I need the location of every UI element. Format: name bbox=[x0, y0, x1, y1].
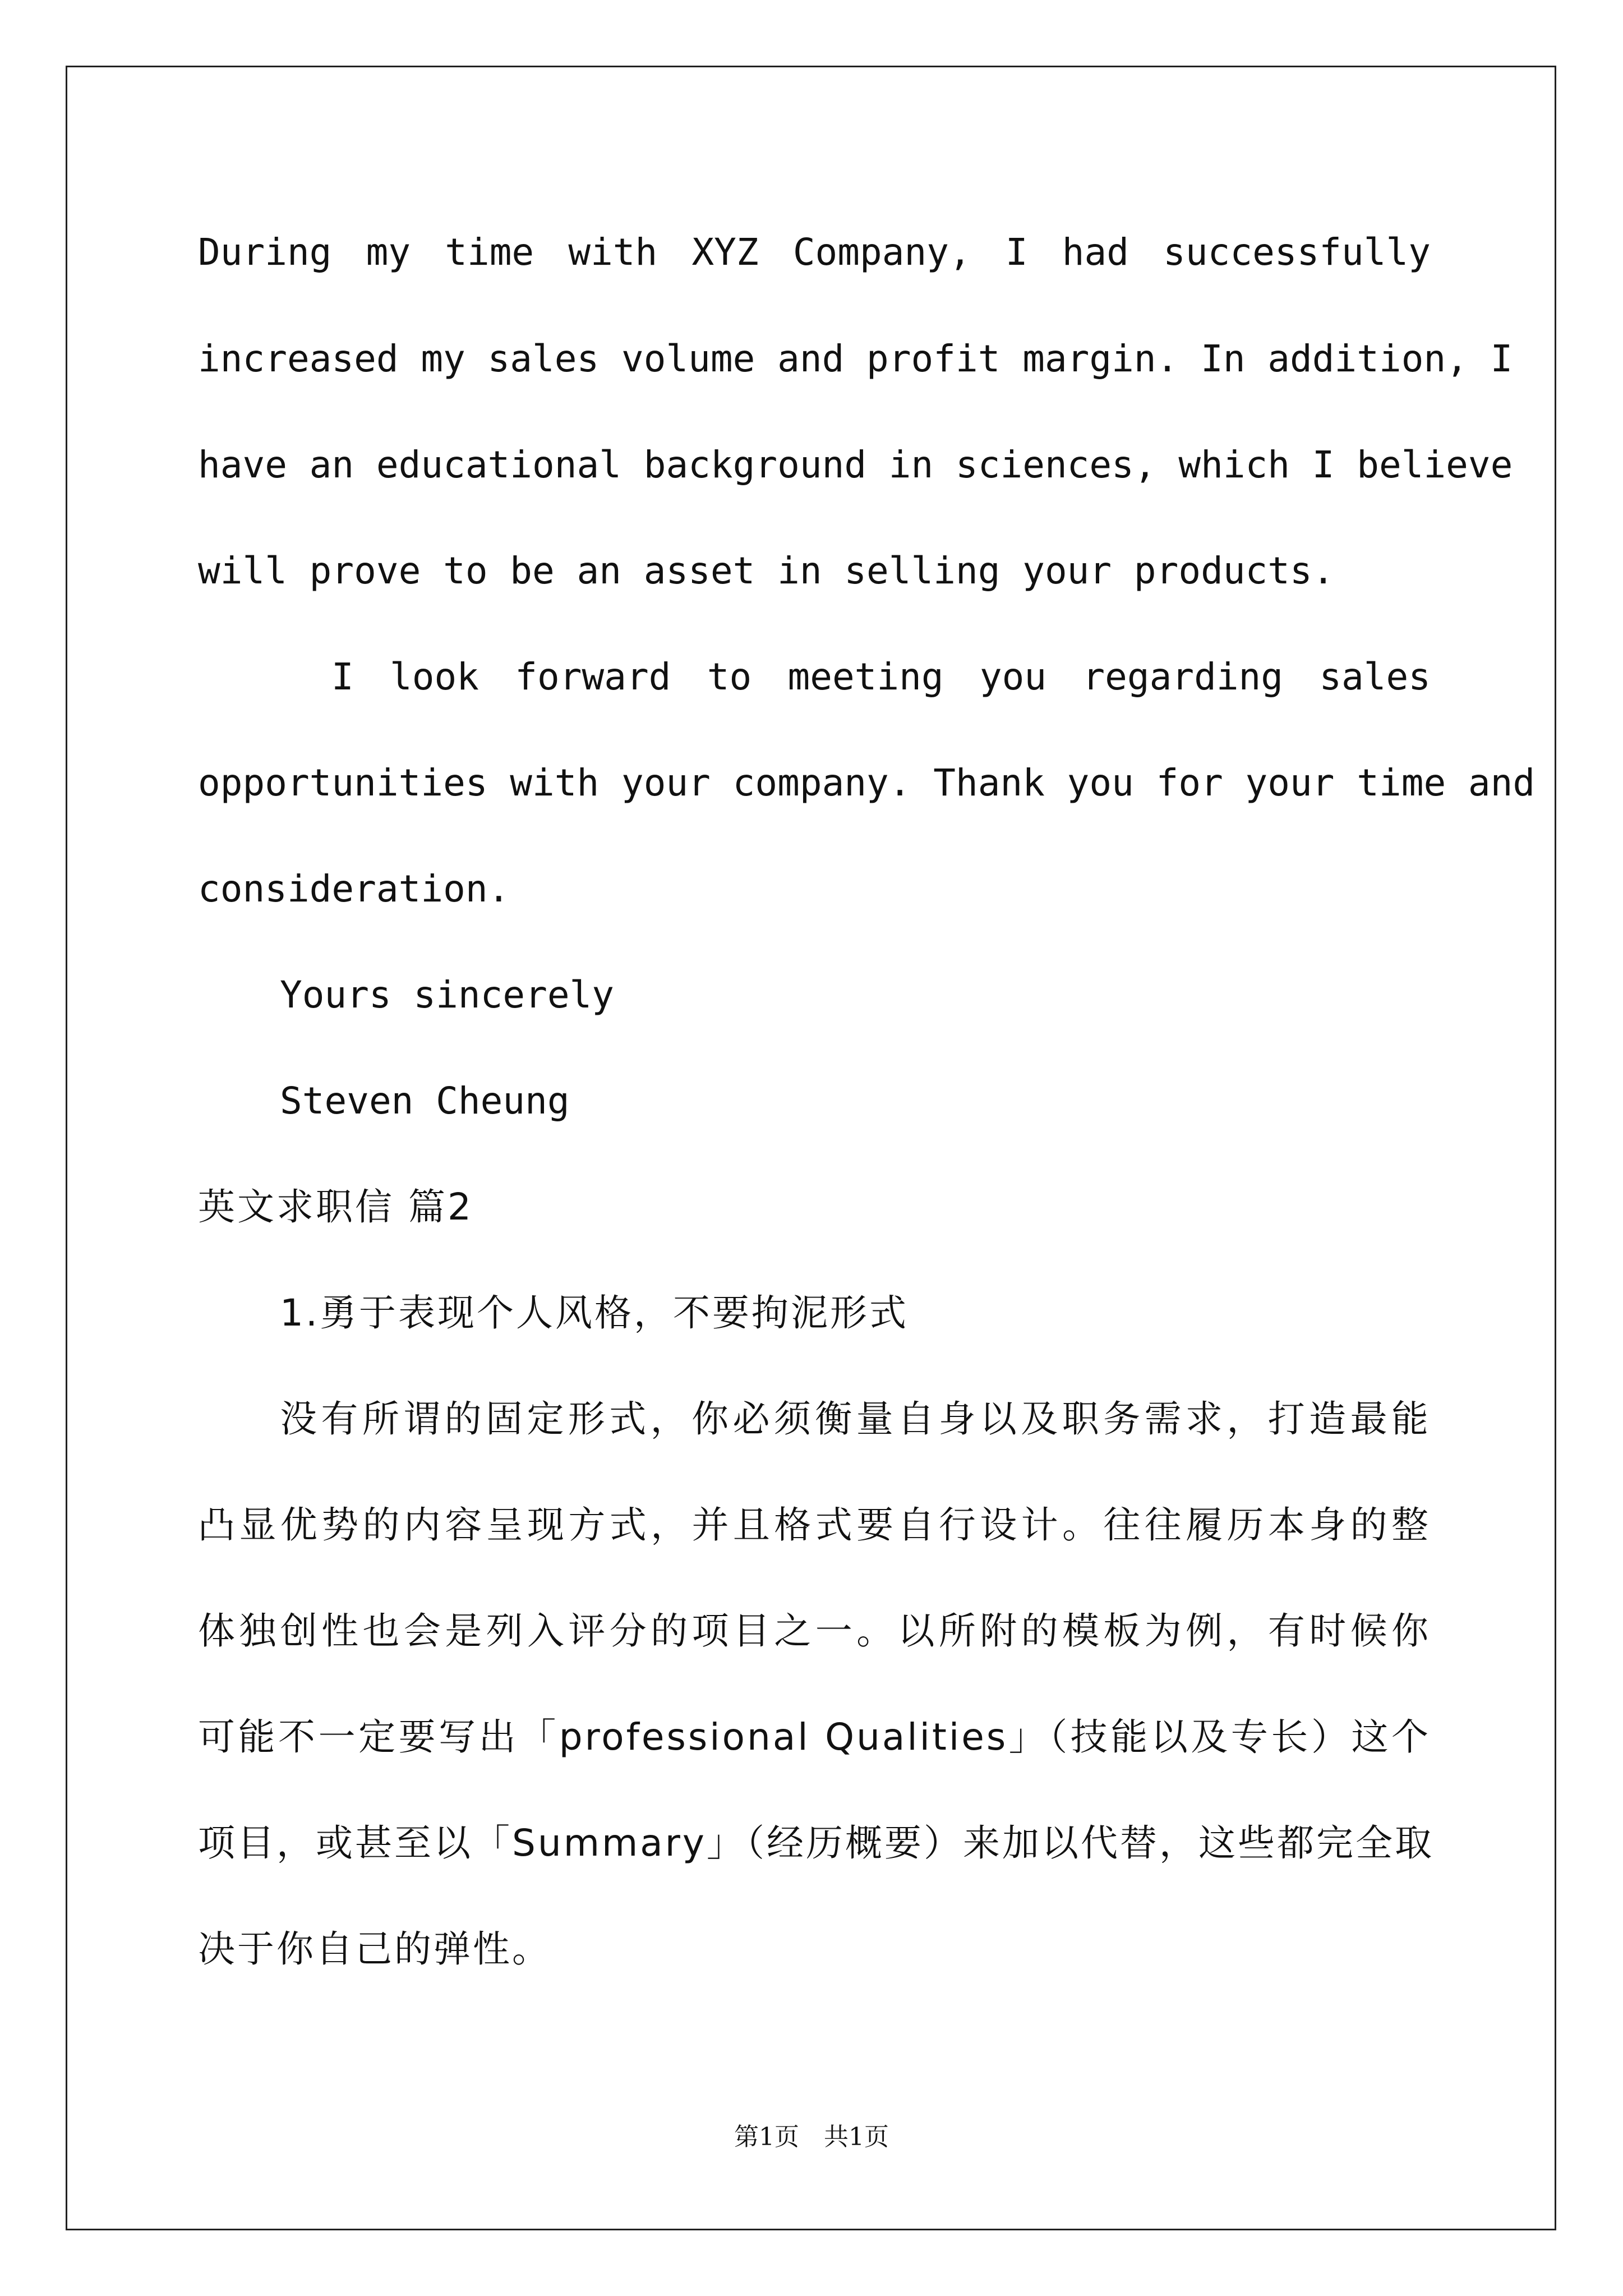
page-border bbox=[66, 66, 1556, 2230]
body-line-2: increased my sales volume and profit margin. In addition, I bbox=[198, 337, 1513, 380]
body-line-cjk-5: 项目，或甚至以「Summary」（经历概要）来加以代替，这些都完全取 bbox=[198, 1821, 1434, 1865]
section-heading: 英文求职信 篇2 bbox=[198, 1185, 473, 1228]
body-line-7: consideration. bbox=[198, 867, 510, 910]
tip-heading-1: 1.勇于表现个人风格，不要拘泥形式 bbox=[280, 1291, 909, 1335]
body-line-1: During my time with XYZ Company, I had successfully bbox=[198, 231, 1431, 274]
body-line-5: I look forward to meeting you regarding sales bbox=[331, 655, 1431, 698]
page-footer: 第1页 共1页 bbox=[734, 2123, 889, 2151]
body-line-cjk-1: 没有所谓的固定形式，你必须衡量自身以及职务需求，打造最能 bbox=[280, 1397, 1431, 1441]
body-line-6: opportunities with your company. Thank you for your time and bbox=[198, 761, 1536, 804]
body-line-cjk-2: 凸显优势的内容呈现方式，并且格式要自行设计。往往履历本身的整 bbox=[198, 1503, 1431, 1547]
body-line-cjk-3: 体独创性也会是列入评分的项目之一。以所附的模板为例，有时候你 bbox=[198, 1609, 1431, 1653]
body-line-cjk-6: 决于你自己的弹性。 bbox=[198, 1927, 551, 1971]
body-line-cjk-4: 可能不一定要写出「professional Qualities」（技能以及专长）这个 bbox=[198, 1715, 1431, 1759]
signature-name: Steven Cheung bbox=[280, 1079, 570, 1122]
body-line-3: have an educational background in sciences, which I believe bbox=[198, 443, 1513, 486]
body-line-4: will prove to be an asset in selling your products. bbox=[198, 549, 1335, 592]
closing-salutation: Yours sincerely bbox=[280, 973, 615, 1016]
